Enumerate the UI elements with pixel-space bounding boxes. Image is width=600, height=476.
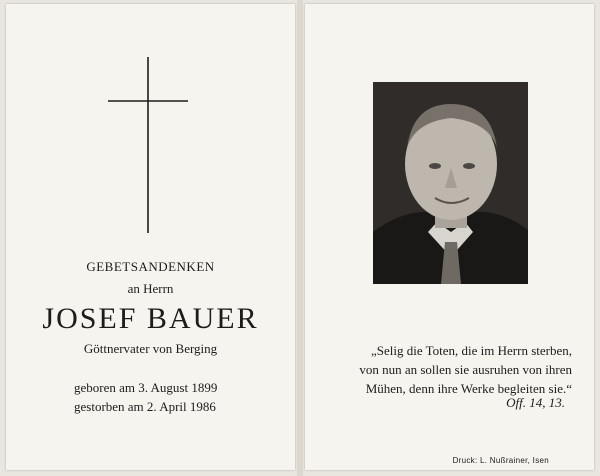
quote-line: „Selig die Toten, die im Herrn sterben,	[370, 343, 572, 358]
card-fold	[297, 0, 303, 476]
printer-credit: Druck: L. Nußrainer, Isen	[452, 456, 549, 465]
deceased-title: Göttnervater von Berging	[83, 341, 218, 356]
portrait-image	[373, 82, 528, 284]
right-page	[305, 4, 594, 470]
scripture-reference: Off. 14, 13.	[506, 395, 565, 410]
quote-line: von nun an sollen sie ausruhen von ihren	[359, 362, 572, 377]
salutation: an Herrn	[127, 281, 174, 296]
deceased-name: JOSEF BAUER	[42, 302, 259, 335]
birth-date: geboren am 3. August 1899	[74, 380, 218, 395]
portrait-photo	[373, 82, 528, 284]
scripture-quote	[317, 341, 572, 398]
life-dates	[74, 378, 217, 416]
quote-line: Mühen, denn ihre Werke begleiten sie.“	[365, 381, 572, 396]
left-page	[6, 4, 295, 470]
heading: GEBETSANDENKEN	[86, 259, 215, 274]
cross-icon	[108, 57, 188, 233]
death-date: gestorben am 2. April 1986	[74, 399, 216, 414]
